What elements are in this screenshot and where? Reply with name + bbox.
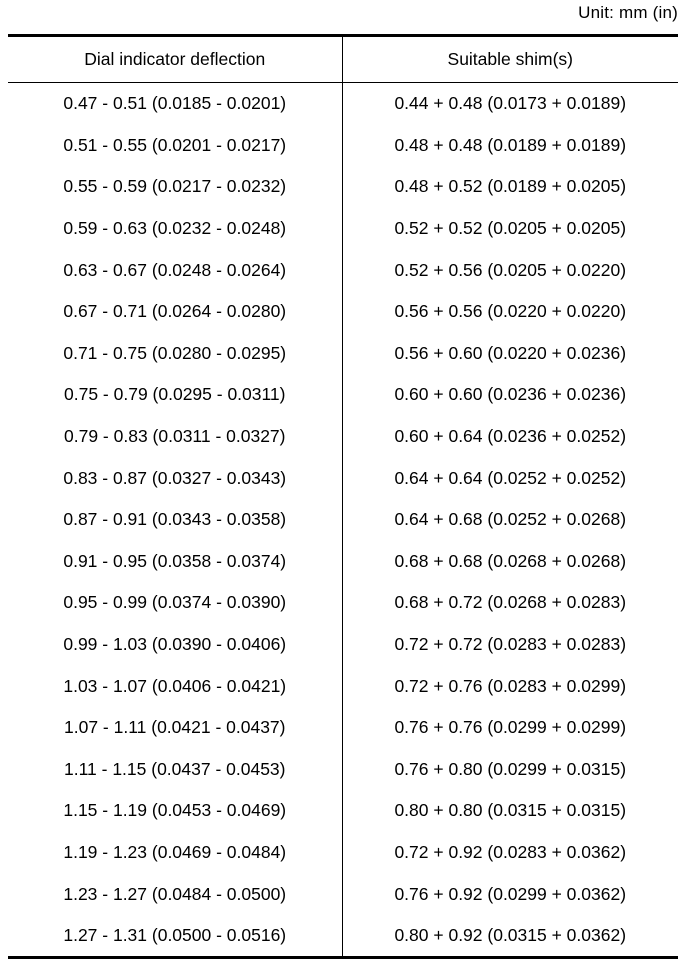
deflection-cell: 1.27 - 1.31 (0.0500 - 0.0516) xyxy=(8,915,342,957)
table-row xyxy=(8,249,678,291)
table-body xyxy=(8,83,678,957)
deflection-cell: 0.91 - 0.95 (0.0358 - 0.0374) xyxy=(8,541,342,583)
shim-cell: 0.68 + 0.68 (0.0268 + 0.0268) xyxy=(394,550,627,571)
table-row xyxy=(8,832,678,874)
table-bottom-rule xyxy=(8,956,678,959)
table-row xyxy=(8,83,678,125)
shim-cell: 0.48 + 0.52 (0.0189 + 0.0205) xyxy=(394,176,627,197)
shim-cell: 0.80 + 0.92 (0.0315 + 0.0362) xyxy=(394,925,627,946)
shim-selection-table-container xyxy=(8,34,678,959)
shim-cell: 0.64 + 0.64 (0.0252 + 0.0252) xyxy=(394,467,627,488)
deflection-cell: 1.07 - 1.11 (0.0421 - 0.0437) xyxy=(8,707,342,749)
column-header-dial-indicator-deflection: Dial indicator deflection xyxy=(8,37,342,83)
table-row xyxy=(8,915,678,957)
shim-cell: 0.52 + 0.52 (0.0205 + 0.0205) xyxy=(394,218,627,239)
shim-cell: 0.76 + 0.76 (0.0299 + 0.0299) xyxy=(394,717,627,738)
deflection-cell: 1.15 - 1.19 (0.0453 - 0.0469) xyxy=(8,790,342,832)
shim-cell: 0.72 + 0.72 (0.0283 + 0.0283) xyxy=(394,634,627,655)
deflection-cell: 1.11 - 1.15 (0.0437 - 0.0453) xyxy=(8,749,342,791)
table-row xyxy=(8,541,678,583)
deflection-cell: 0.75 - 0.79 (0.0295 - 0.0311) xyxy=(8,374,342,416)
deflection-cell: 0.51 - 0.55 (0.0201 - 0.0217) xyxy=(8,125,342,167)
deflection-cell: 0.87 - 0.91 (0.0343 - 0.0358) xyxy=(8,499,342,541)
table-row xyxy=(8,624,678,666)
shim-selection-table xyxy=(8,37,678,956)
table-row xyxy=(8,582,678,624)
table-row xyxy=(8,873,678,915)
shim-cell: 0.80 + 0.80 (0.0315 + 0.0315) xyxy=(394,800,627,821)
table-row xyxy=(8,416,678,458)
shim-cell: 0.60 + 0.60 (0.0236 + 0.0236) xyxy=(394,384,627,405)
table-row xyxy=(8,749,678,791)
deflection-cell: 0.47 - 0.51 (0.0185 - 0.0201) xyxy=(8,83,342,125)
column-header-suitable-shims: Suitable shim(s) xyxy=(342,37,678,83)
deflection-cell: 0.95 - 0.99 (0.0374 - 0.0390) xyxy=(8,582,342,624)
table-row xyxy=(8,707,678,749)
deflection-cell: 0.79 - 0.83 (0.0311 - 0.0327) xyxy=(8,416,342,458)
unit-label: Unit: mm (in) xyxy=(578,3,678,22)
table-row xyxy=(8,208,678,250)
deflection-cell: 1.03 - 1.07 (0.0406 - 0.0421) xyxy=(8,665,342,707)
shim-cell: 0.72 + 0.92 (0.0283 + 0.0362) xyxy=(394,841,627,862)
shim-cell: 0.64 + 0.68 (0.0252 + 0.0268) xyxy=(394,509,627,530)
deflection-cell: 0.83 - 0.87 (0.0327 - 0.0343) xyxy=(8,457,342,499)
table-row xyxy=(8,333,678,375)
deflection-cell: 0.59 - 0.63 (0.0232 - 0.0248) xyxy=(8,208,342,250)
table-row xyxy=(8,457,678,499)
deflection-cell: 0.55 - 0.59 (0.0217 - 0.0232) xyxy=(8,166,342,208)
shim-cell: 0.76 + 0.92 (0.0299 + 0.0362) xyxy=(394,883,627,904)
table-row xyxy=(8,374,678,416)
table-header-row xyxy=(8,37,678,83)
shim-cell: 0.56 + 0.60 (0.0220 + 0.0236) xyxy=(394,342,627,363)
shim-cell: 0.76 + 0.80 (0.0299 + 0.0315) xyxy=(394,758,627,779)
deflection-cell: 0.67 - 0.71 (0.0264 - 0.0280) xyxy=(8,291,342,333)
table-row xyxy=(8,291,678,333)
table-row xyxy=(8,499,678,541)
shim-cell: 0.52 + 0.56 (0.0205 + 0.0220) xyxy=(394,259,627,280)
table-row xyxy=(8,125,678,167)
deflection-cell: 0.99 - 1.03 (0.0390 - 0.0406) xyxy=(8,624,342,666)
shim-cell: 0.72 + 0.76 (0.0283 + 0.0299) xyxy=(394,675,627,696)
shim-cell: 0.60 + 0.64 (0.0236 + 0.0252) xyxy=(394,426,627,447)
table-row xyxy=(8,166,678,208)
shim-cell: 0.56 + 0.56 (0.0220 + 0.0220) xyxy=(394,301,627,322)
deflection-cell: 0.71 - 0.75 (0.0280 - 0.0295) xyxy=(8,333,342,375)
deflection-cell: 1.23 - 1.27 (0.0484 - 0.0500) xyxy=(8,873,342,915)
shim-cell: 0.68 + 0.72 (0.0268 + 0.0283) xyxy=(394,592,627,613)
deflection-cell: 1.19 - 1.23 (0.0469 - 0.0484) xyxy=(8,832,342,874)
shim-cell: 0.48 + 0.48 (0.0189 + 0.0189) xyxy=(394,134,627,155)
table-row xyxy=(8,790,678,832)
deflection-cell: 0.63 - 0.67 (0.0248 - 0.0264) xyxy=(8,249,342,291)
shim-cell: 0.44 + 0.48 (0.0173 + 0.0189) xyxy=(394,93,627,114)
table-row xyxy=(8,665,678,707)
